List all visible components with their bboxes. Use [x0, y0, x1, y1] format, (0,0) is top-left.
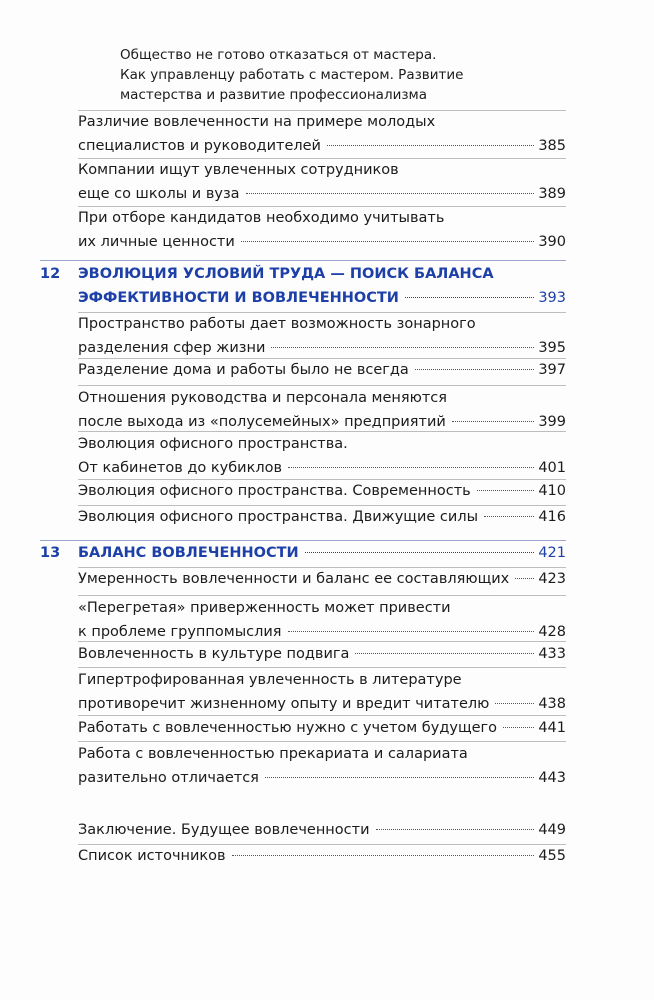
toc-entry-title: Пространство работы дает возможность зонарного	[78, 316, 476, 332]
toc-entry-title: Умеренность вовлеченности и баланс ее составляющих	[78, 571, 510, 587]
toc-entry-title: Эволюция офисного пространства. Современность	[78, 483, 471, 499]
toc-entry[interactable]	[78, 158, 566, 206]
toc-entry-title: к проблеме группомыслия	[78, 624, 282, 640]
toc-entry-page: 438	[538, 696, 566, 712]
dot-leader	[415, 369, 535, 370]
toc-entry-title: Компании ищут увлеченных сотрудников	[78, 162, 399, 178]
chapter-13-heading[interactable]	[40, 541, 566, 565]
toc-entry[interactable]	[78, 110, 566, 158]
dot-leader	[288, 467, 534, 468]
toc-entry[interactable]	[78, 432, 566, 480]
toc-entry-page: 399	[538, 414, 566, 430]
toc-entry[interactable]	[78, 742, 566, 790]
toc-entry-title: разительно отличается	[78, 770, 259, 786]
toc-entry[interactable]	[78, 668, 566, 716]
toc-entry[interactable]	[78, 312, 566, 360]
toc-entry-page: 428	[538, 624, 566, 640]
chapter-page: 393	[538, 290, 566, 306]
toc-entry[interactable]	[78, 567, 566, 591]
toc-entry-page: 410	[538, 483, 566, 499]
dot-leader	[376, 829, 535, 830]
toc-entry-conclusion[interactable]	[78, 818, 566, 842]
dot-leader	[495, 703, 534, 704]
toc-entry[interactable]	[78, 206, 566, 254]
chapter-title: ЭВОЛЮЦИЯ УСЛОВИЙ ТРУДА — ПОИСК БАЛАНСА	[78, 266, 494, 282]
toc-entry-page: 389	[538, 186, 566, 202]
toc-entry-title: «Перегретая» приверженность может привести	[78, 600, 451, 616]
toc-entry-page: 455	[538, 848, 566, 864]
toc-entry-title: их личные ценности	[78, 234, 235, 250]
toc-entry[interactable]	[78, 505, 566, 529]
toc-entry[interactable]	[78, 596, 566, 644]
dot-leader	[355, 653, 534, 654]
toc-entry-page: 423	[538, 571, 566, 587]
toc-entry-title: Разделение дома и работы было не всегда	[78, 362, 409, 378]
chapter-page: 421	[538, 545, 566, 561]
toc-entry-title: Эволюция офисного пространства. Движущие силы	[78, 509, 479, 525]
toc-entry-title: специалистов и руководителей	[78, 138, 321, 154]
dot-leader	[452, 421, 534, 422]
toc-entry-title: Работа с вовлеченностью прекариата и салариата	[78, 746, 468, 762]
intro-note-line: мастерства и развитие профессионализма	[120, 87, 427, 103]
toc-entry-page: 449	[538, 822, 566, 838]
toc-entry-title: Список источников	[78, 848, 226, 864]
dot-leader	[515, 578, 534, 579]
toc-entry-title: Заключение. Будущее вовлеченности	[78, 822, 370, 838]
dot-leader	[305, 552, 535, 553]
dot-leader	[265, 777, 534, 778]
chapter-number: 13	[40, 545, 61, 561]
toc-entry-title: При отборе кандидатов необходимо учитывать	[78, 210, 445, 226]
dot-leader	[246, 193, 535, 194]
toc-entry[interactable]	[78, 386, 566, 434]
toc-entry[interactable]	[78, 358, 566, 382]
toc-entry-title: Работать с вовлеченностью нужно с учетом будущего	[78, 720, 498, 736]
chapter-12-heading[interactable]	[40, 262, 566, 310]
toc-entry-page: 397	[538, 362, 566, 378]
toc-entry-sources[interactable]	[78, 844, 566, 868]
dot-leader	[271, 347, 534, 348]
toc-entry-title: Гипертрофированная увлеченность в литературе	[78, 672, 462, 688]
toc-entry-page: 443	[538, 770, 566, 786]
toc-entry-page: 433	[538, 646, 566, 662]
toc-entry-title: Различие вовлеченности на примере молодых	[78, 114, 436, 130]
toc-entry-title: еще со школы и вуза	[78, 186, 240, 202]
toc-entry-title: разделения сфер жизни	[78, 340, 266, 356]
toc-entry-title: Отношения руководства и персонала меняются	[78, 390, 447, 406]
toc-entry-page: 385	[538, 138, 566, 154]
dot-leader	[405, 297, 534, 298]
intro-note	[120, 45, 540, 105]
chapter-number: 12	[40, 266, 61, 282]
toc-entry-title: противоречит жизненному опыту и вредит читателю	[78, 696, 490, 712]
intro-note-line: Общество не готово отказаться от мастера.	[120, 47, 437, 63]
toc-entry-page: 441	[538, 720, 566, 736]
dot-leader	[327, 145, 534, 146]
dot-leader	[477, 490, 535, 491]
toc-entry-title: Эволюция офисного пространства.	[78, 436, 348, 452]
toc-entry-title: после выхода из «полусемейных» предприятий	[78, 414, 446, 430]
dot-leader	[288, 631, 535, 632]
chapter-separator	[40, 260, 566, 261]
intro-note-line: Как управленцу работать с мастером. Развитие	[120, 67, 464, 83]
toc-entry-page: 395	[538, 340, 566, 356]
dot-leader	[241, 241, 535, 242]
toc-entry-page: 416	[538, 509, 566, 525]
toc-entry-page: 390	[538, 234, 566, 250]
toc-entry[interactable]	[78, 716, 566, 740]
dot-leader	[232, 855, 535, 856]
toc-entry-page: 401	[538, 460, 566, 476]
dot-leader	[484, 516, 534, 517]
toc-entry[interactable]	[78, 479, 566, 503]
toc-entry-title: Вовлеченность в культуре подвига	[78, 646, 350, 662]
chapter-title: БАЛАНС ВОВЛЕЧЕННОСТИ	[78, 545, 299, 561]
chapter-title: ЭФФЕКТИВНОСТИ И ВОВЛЕЧЕННОСТИ	[78, 290, 399, 306]
toc-entry[interactable]	[78, 642, 566, 666]
toc-entry-title: От кабинетов до кубиклов	[78, 460, 283, 476]
dot-leader	[503, 727, 534, 728]
